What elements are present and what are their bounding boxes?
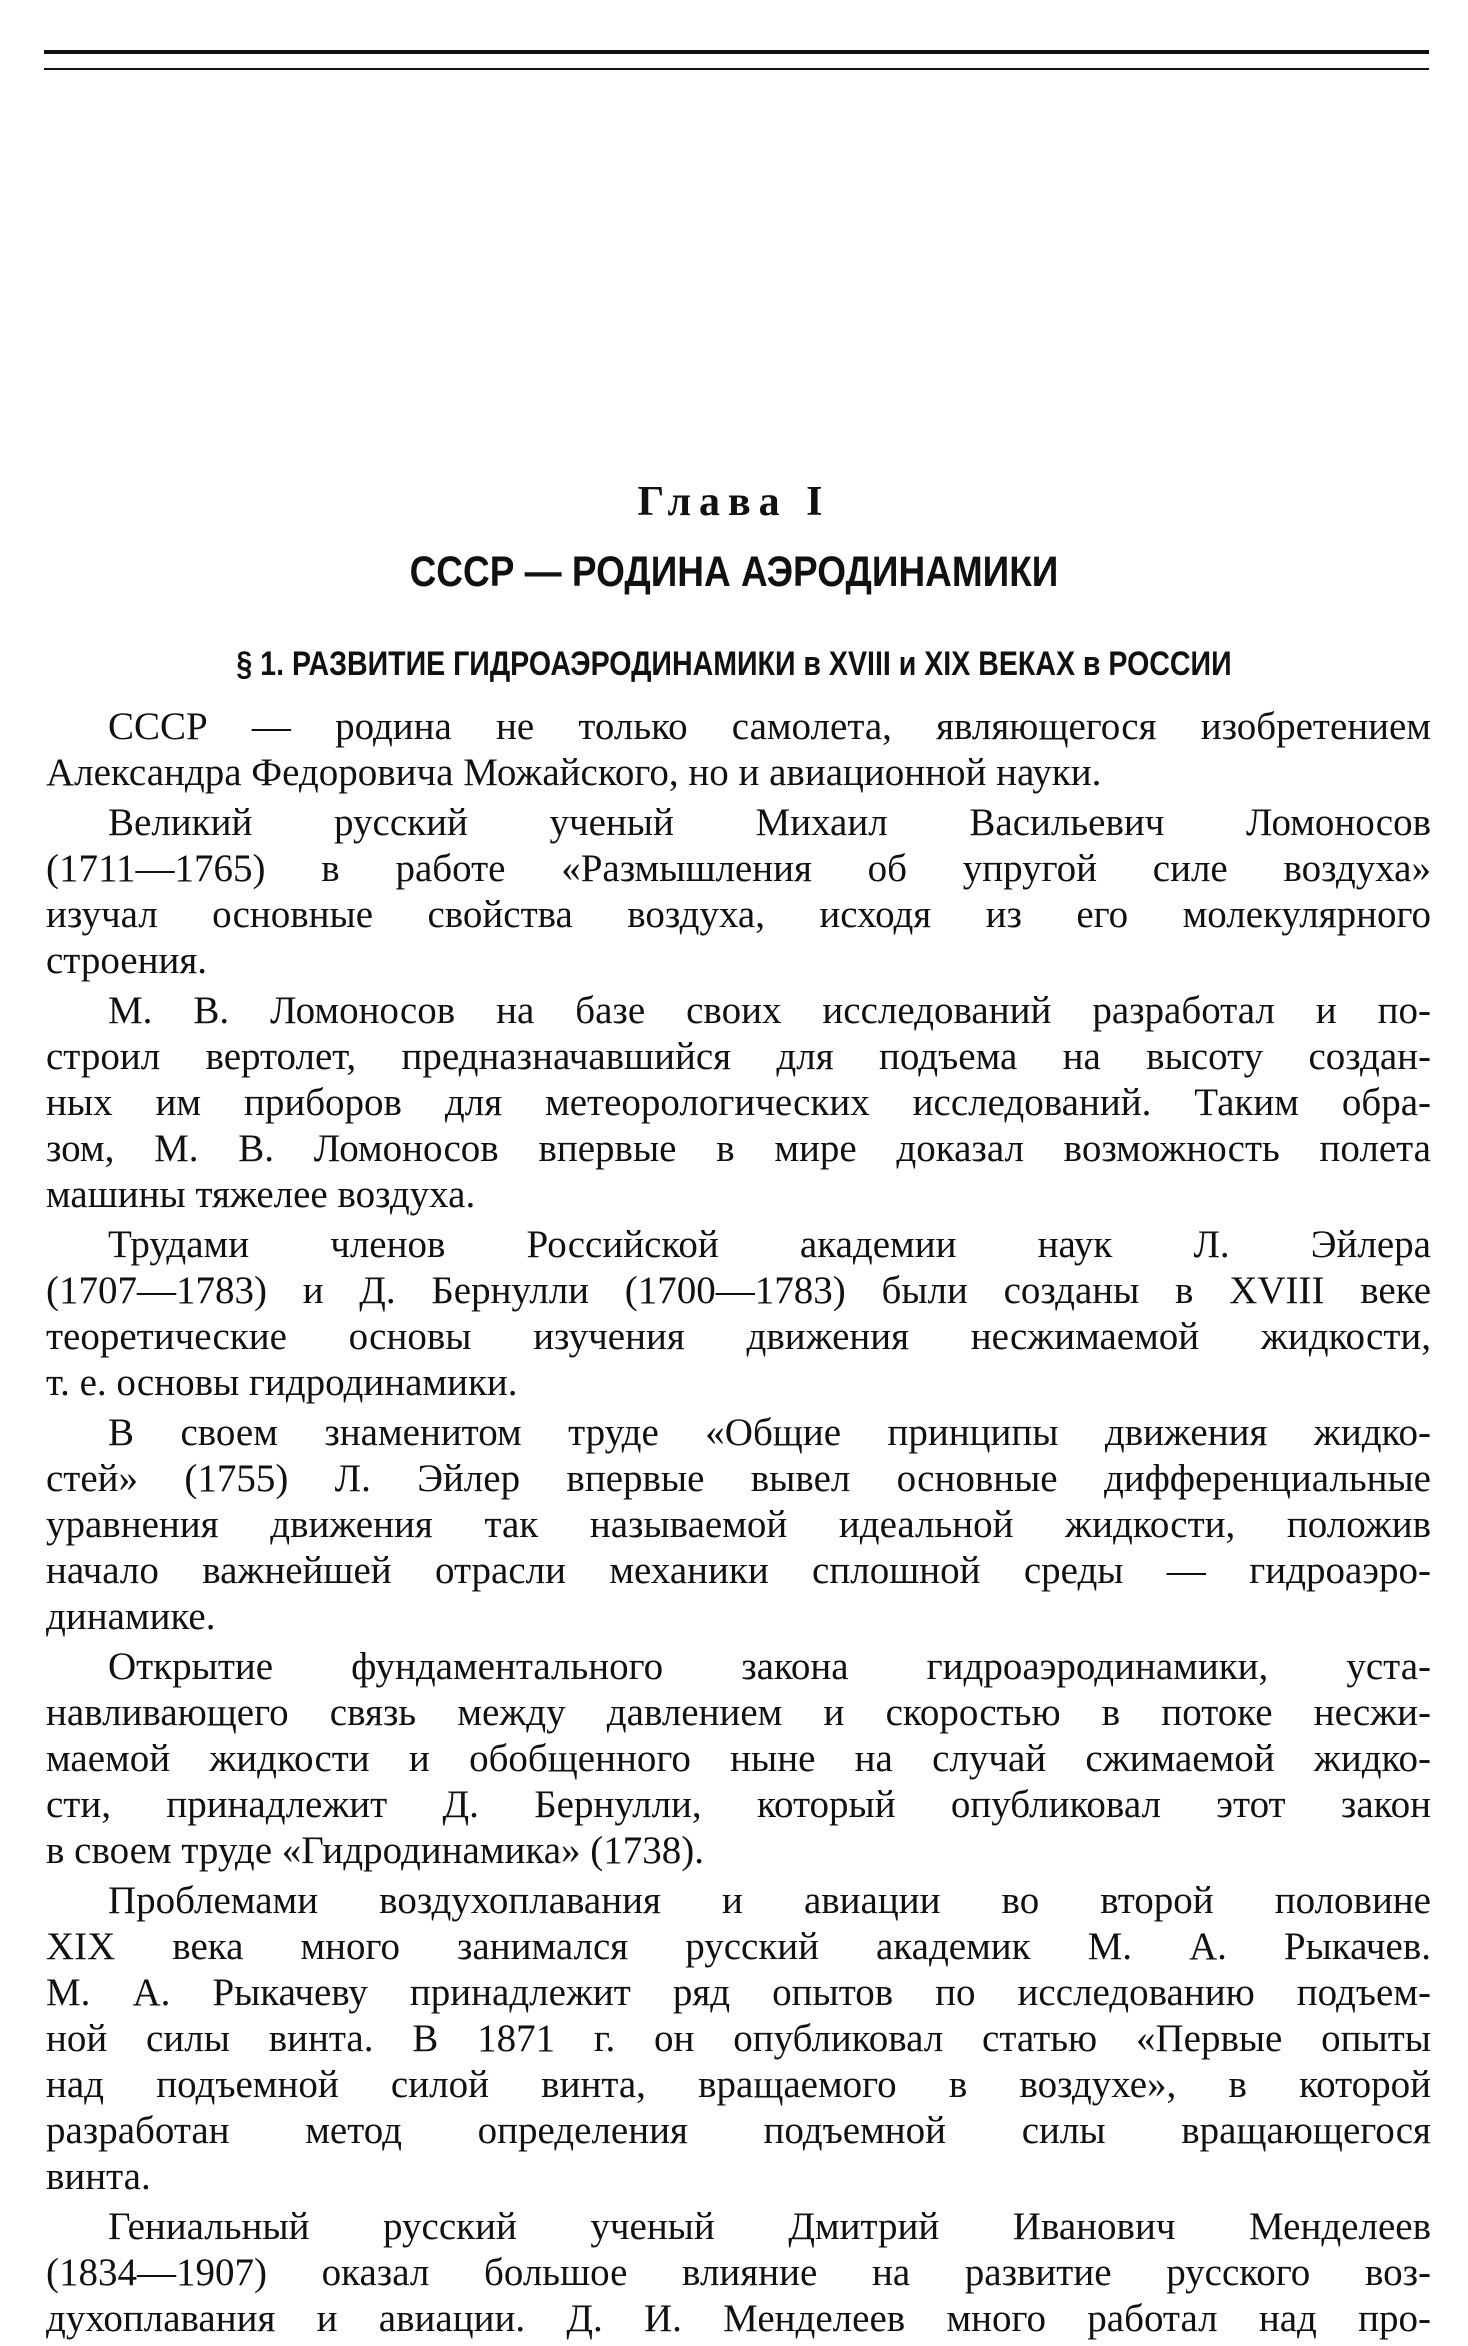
text-line: разработан метод определения подъемной силы вращающегося <box>46 2109 1431 2152</box>
text-line: (1834—1907) оказал большое влияние на развитие русского воз- <box>46 2251 1431 2294</box>
paragraph <box>46 2204 1431 2342</box>
text-line: ных им приборов для метеорологических исследований. Таким обра- <box>46 1081 1431 1124</box>
text-line: Трудами членов Российской академии наук Л. Эйлера <box>108 1223 1431 1266</box>
paragraph <box>46 1878 1431 2200</box>
text-line: (1711—1765) в работе «Размышления об упругой силе воздуха» <box>46 847 1431 890</box>
chapter-label: Глава I <box>637 479 831 525</box>
text-line: сти, принадлежит Д. Бернулли, который опубликовал этот закон <box>46 1783 1431 1826</box>
text-line: машины тяжелее воздуха. <box>46 1173 476 1216</box>
paragraph <box>46 704 1431 796</box>
text-line: Открытие фундаментального закона гидроаэродинамики, уста- <box>108 1645 1431 1688</box>
text-line: Гениальный русский ученый Дмитрий Иванович Менделеев <box>108 2205 1431 2248</box>
text-line: строения. <box>46 939 208 982</box>
body-text <box>46 704 1431 2346</box>
text-line: М. А. Рыкачеву принадлежит ряд опытов по исследованию подъем- <box>46 1971 1431 2014</box>
text-line: динамике. <box>46 1595 216 1638</box>
text-line: духоплавания и авиации. Д. И. Менделеев много работал над про- <box>46 2297 1431 2340</box>
text-line: СССР — родина не только самолета, являющегося изобретением <box>108 705 1431 748</box>
text-line: изучал основные свойства воздуха, исходя из его молекулярного <box>46 893 1431 936</box>
text-line: зом, М. В. Ломоносов впервые в мире доказал возможность полета <box>46 1127 1431 1170</box>
text-line: строил вертолет, предназначавшийся для подъема на высоту создан- <box>46 1035 1431 1078</box>
text-line: ной силы винта. В 1871 г. он опубликовал статью «Первые опыты <box>46 2017 1431 2060</box>
text-line: теоретические основы изучения движения несжимаемой жидкости, <box>46 1315 1431 1358</box>
text-line: В своем знаменитом труде «Общие принципы движения жидко- <box>108 1411 1431 1454</box>
text-line: навливающего связь между давлением и скоростью в потоке несжи- <box>46 1691 1431 1734</box>
text-line: Великий русский ученый Михаил Васильевич Ломоносов <box>108 801 1431 844</box>
text-line: т. е. основы гидродинамики. <box>46 1361 518 1404</box>
text-line: в своем труде «Гидродинамика» (1738). <box>46 1829 705 1872</box>
text-line: М. В. Ломоносов на базе своих исследований разработал и по- <box>108 989 1431 1032</box>
text-line: уравнения движения так называемой идеальной жидкости, положив <box>46 1503 1431 1546</box>
text-line: XIX века много занимался русский академик М. А. Рыкачев. <box>46 1925 1431 1968</box>
paragraph <box>46 1222 1431 1406</box>
top-rule-thin <box>44 68 1429 70</box>
text-line: над подъемной силой винта, вращаемого в воздухе», в которой <box>46 2063 1431 2106</box>
text-line: Проблемами воздухоплавания и авиации во второй половине <box>108 1879 1431 1922</box>
text-line: начало важнейшей отрасли механики сплошной среды — гидроаэро- <box>46 1549 1431 1592</box>
text-line: (1707—1783) и Д. Бернулли (1700—1783) были созданы в XVIII веке <box>46 1269 1431 1312</box>
section-title: § 1. РАЗВИТИЕ ГИДРОАЭРОДИНАМИКИ в XVIII и XIX ВЕКАХ в РОССИИ <box>236 645 1232 683</box>
chapter-title: СССР — РОДИНА АЭРОДИНАМИКИ <box>409 548 1059 596</box>
paragraph <box>46 988 1431 1218</box>
text-line: Александра Федоровича Можайского, но и авиационной науки. <box>46 751 1102 794</box>
text-line: маемой жидкости и обобщенного ныне на случай сжимаемой жидко- <box>46 1737 1431 1780</box>
top-rule-thick <box>44 50 1429 54</box>
paragraph <box>46 1410 1431 1640</box>
text-line: стей» (1755) Л. Эйлер впервые вывел основные дифференциальные <box>46 1457 1431 1500</box>
paragraph <box>46 1644 1431 1874</box>
text-line: винта. <box>46 2155 151 2198</box>
paragraph <box>46 800 1431 984</box>
